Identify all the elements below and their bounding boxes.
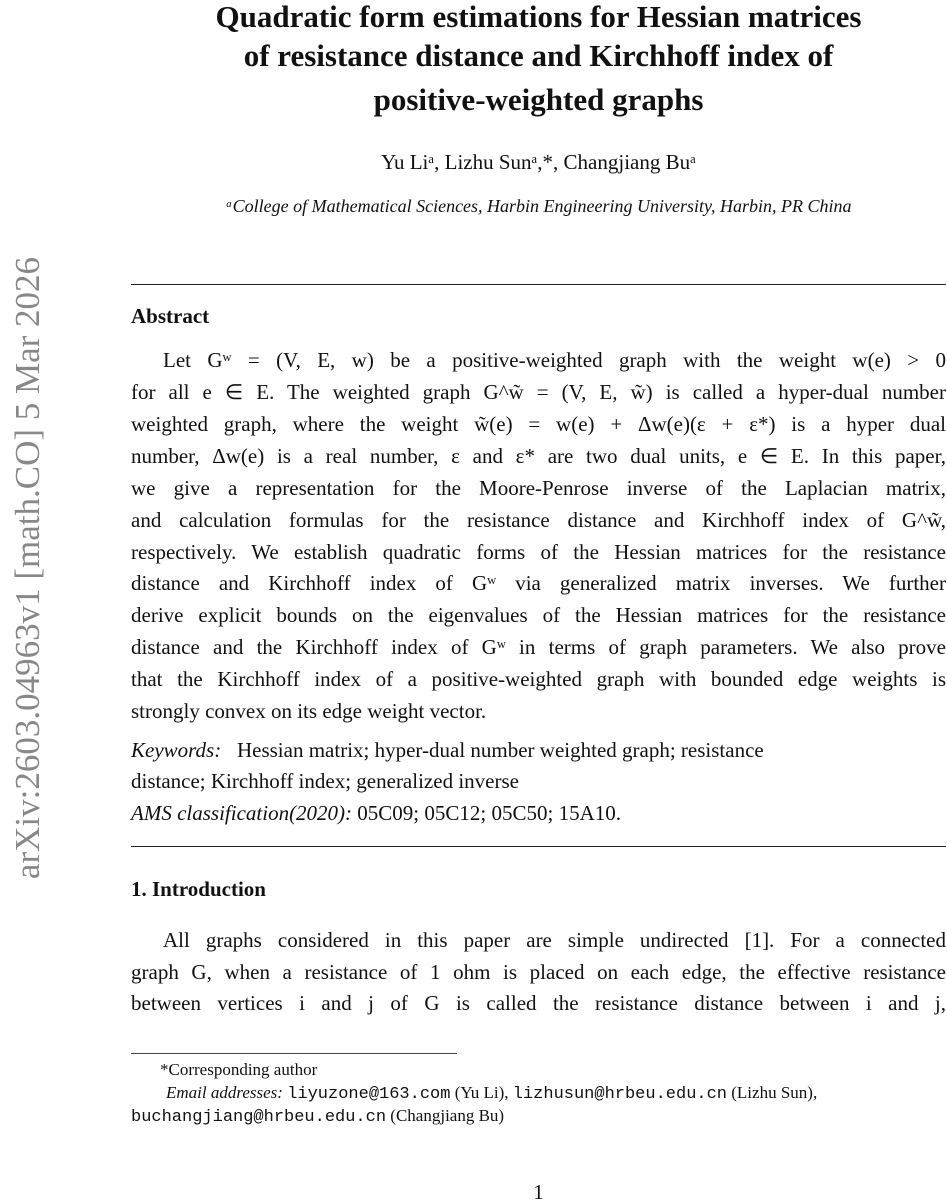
affiliation: ᵃCollege of Mathematical Sciences, Harbin Engineering University, Harbin, PR China bbox=[225, 196, 852, 216]
footnote-rule bbox=[131, 1053, 457, 1054]
email-link[interactable]: liyuzone@163.com bbox=[287, 1085, 451, 1104]
divider-top bbox=[131, 284, 946, 285]
abstract-line: derive explicit bounds on the eigenvalues of the Hessian matrices for the resistance bbox=[131, 603, 946, 627]
abstract-line: that the Kirchhoff index of a positive-weighted graph with bounded edge weights is bbox=[131, 667, 946, 691]
email-owner: (Lizhu Sun), bbox=[731, 1083, 818, 1102]
divider-bottom bbox=[131, 846, 946, 847]
abstract-line: distance and the Kirchhoff index of Gʷ in terms of graph parameters. We also prove bbox=[131, 635, 946, 659]
abstract-line: Let Gʷ = (V, E, w) be a positive-weighted graph with the weight w(e) > 0 bbox=[163, 348, 946, 372]
email-link[interactable]: buchangjiang@hrbeu.edu.cn bbox=[131, 1108, 387, 1127]
intro-line: between vertices i and j of G is called the resistance distance between i and j, bbox=[131, 991, 946, 1015]
email-link[interactable]: lizhusun@hrbeu.edu.cn bbox=[512, 1085, 728, 1104]
abstract-line: we give a representation for the Moore-Penrose inverse of the Laplacian matrix, bbox=[131, 476, 946, 500]
ams-label: AMS classification(2020): bbox=[131, 801, 353, 825]
arxiv-identifier-stamp: arXiv:2603.04963v1 [math.CO] 5 Mar 2026 bbox=[8, 256, 47, 880]
keywords bbox=[131, 738, 946, 762]
paper-title-line-1: Quadratic form estimations for Hessian matrices bbox=[215, 0, 862, 34]
abstract-heading: Abstract bbox=[131, 304, 210, 328]
footnote-emails bbox=[166, 1083, 817, 1105]
authors: Yu Liᵃ, Lizhu Sunᵃ,*, Changjiang Buᵃ bbox=[381, 150, 696, 174]
abstract-line: weighted graph, where the weight w̃(e) = w(e) + Δw(e)(ε + ε*) is a hyper dual bbox=[131, 412, 946, 436]
abstract-line: respectively. We establish quadratic forms of the Hessian matrices for the resistance bbox=[131, 540, 946, 564]
section-heading-introduction: 1. Introduction bbox=[131, 877, 266, 901]
abstract-line: strongly convex on its edge weight vector. bbox=[131, 699, 487, 723]
ams-classification bbox=[131, 801, 946, 825]
keywords-label: Keywords: bbox=[131, 738, 222, 762]
abstract-line: and calculation formulas for the resistance distance and Kirchhoff index of G^w̃, bbox=[131, 508, 946, 532]
abstract-line: distance and Kirchhoff index of Gʷ via generalized matrix inverses. We further bbox=[131, 571, 946, 595]
ams-value: 05C09; 05C12; 05C50; 15A10. bbox=[357, 801, 621, 825]
keywords-value: Hessian matrix; hyper-dual number weighted graph; resistance bbox=[236, 738, 764, 762]
email-owner: (Changjiang Bu) bbox=[390, 1106, 505, 1125]
email-label: Email addresses: bbox=[166, 1083, 283, 1102]
paper-title-line-3: positive-weighted graphs bbox=[373, 82, 704, 117]
email-owner: (Yu Li), bbox=[454, 1083, 509, 1102]
intro-line: All graphs considered in this paper are simple undirected [1]. For a connected bbox=[163, 928, 946, 952]
footnote-corresponding-author: *Corresponding author bbox=[160, 1060, 318, 1079]
abstract-line: number, Δw(e) is a real number, ε and ε* are two dual units, e ∈ E. In this paper, bbox=[131, 444, 946, 468]
intro-line: graph G, when a resistance of 1 ohm is placed on each edge, the effective resistance bbox=[131, 960, 946, 984]
page-number: 1 bbox=[533, 1180, 544, 1204]
paper-title-line-2: of resistance distance and Kirchhoff index of bbox=[243, 38, 834, 73]
abstract-line: for all e ∈ E. The weighted graph G^w̃ = (V, E, w̃) is called a hyper-dual number bbox=[131, 380, 946, 404]
keywords-continued: distance; Kirchhoff index; generalized inverse bbox=[131, 769, 519, 793]
footnote-emails-continued bbox=[131, 1106, 504, 1128]
